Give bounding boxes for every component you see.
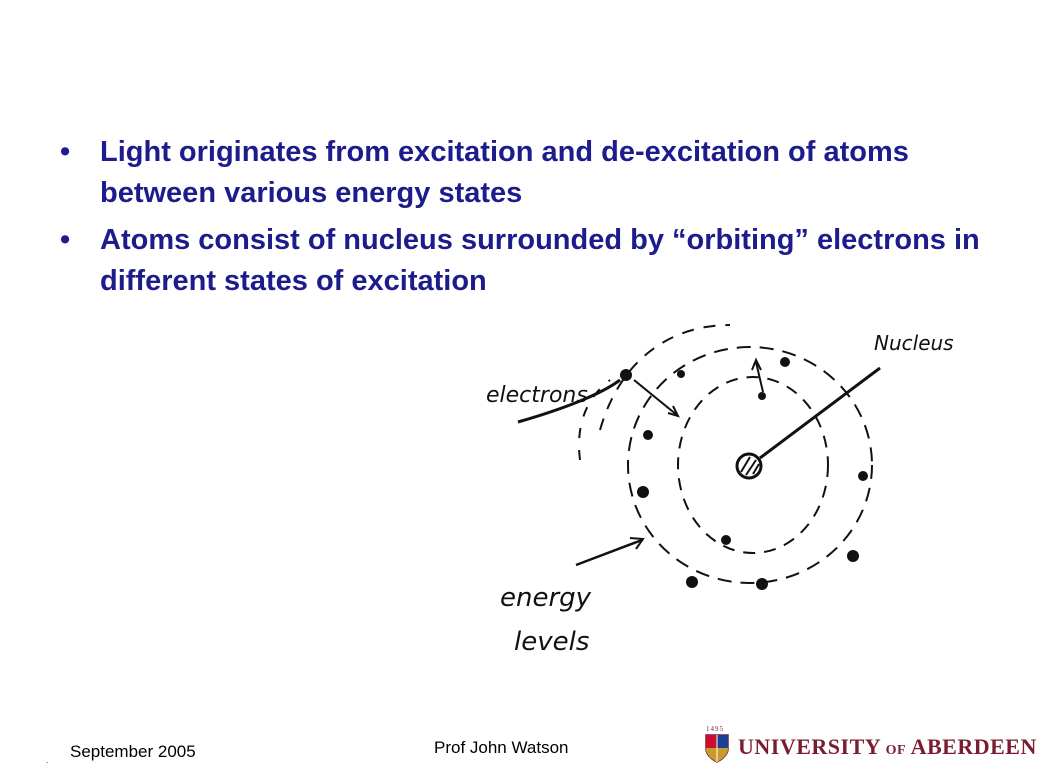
electron: [780, 357, 790, 367]
logo-word-aberdeen: ABERDEEN: [910, 734, 1037, 759]
electron: [620, 369, 632, 381]
electron: [756, 578, 768, 590]
bullet-item-light-origin: [58, 132, 988, 214]
outer-energy-level: [600, 325, 730, 430]
logo-word-university: UNIVERSITY: [738, 734, 882, 759]
bullet-list: [58, 132, 988, 308]
footer-date: September 2005: [70, 742, 196, 761]
energy-levels-label-line1: energy: [500, 583, 592, 613]
bullet-text: Atoms consist of nucleus surrounded by “orbiting” electrons in different states of excitation: [100, 224, 980, 297]
electron: [677, 370, 685, 378]
crest-wrapper: [704, 724, 730, 768]
electron: [721, 535, 731, 545]
nucleus-label: Nucleus: [874, 331, 954, 355]
footer-author: Prof John Watson: [434, 738, 569, 757]
electron: [686, 576, 698, 588]
university-logo-text: [738, 734, 1037, 760]
footer-dot: .: [46, 756, 49, 765]
university-logo: [704, 724, 1037, 766]
electron: [758, 392, 766, 400]
bullet-marker: •: [60, 224, 71, 256]
electron-transition-arrow: [634, 380, 677, 415]
crest-year: 1495: [706, 724, 724, 733]
bullet-marker: •: [60, 136, 71, 168]
atom-sketch: [470, 300, 1010, 670]
electron: [643, 430, 653, 440]
bullet-item-atom-structure: [58, 220, 988, 302]
electron: [637, 486, 649, 498]
electron: [858, 471, 868, 481]
energy-levels-label-line2: levels: [514, 627, 590, 657]
bullet-text: Light originates from excitation and de-excitation of atoms between various energy states: [100, 136, 909, 209]
energy-levels-pointer: [576, 540, 642, 565]
electrons-label: electrons: [486, 383, 588, 408]
logo-word-of: OF: [885, 743, 907, 758]
electron: [847, 550, 859, 562]
